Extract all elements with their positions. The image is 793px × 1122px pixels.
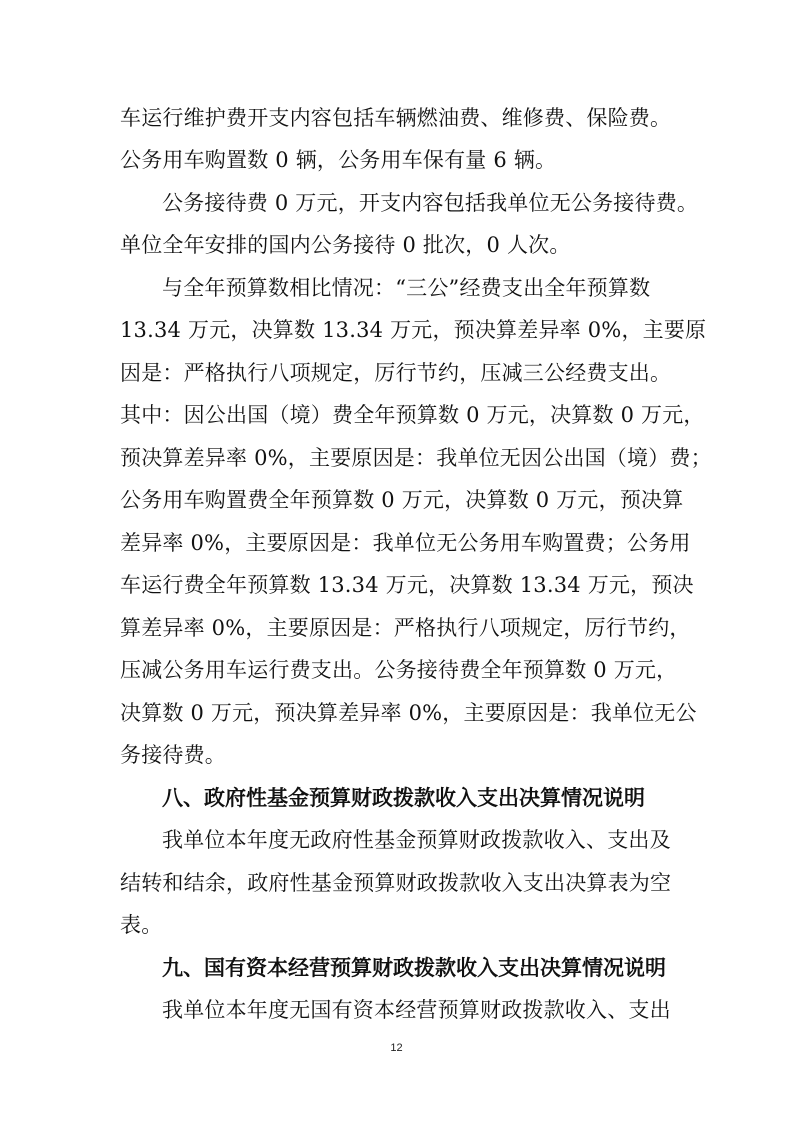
body-text-line: 预决算差异率 0%，主要原因是：我单位无因公出国（境）费；	[120, 446, 712, 470]
body-text-line: 公务用车购置数 0 辆，公务用车保有量 6 辆。	[120, 148, 557, 172]
body-text-line: 务接待费。	[120, 743, 226, 767]
body-text-line: 因是：严格执行八项规定，厉行节约，压减三公经费支出。	[120, 361, 672, 385]
body-text-line: 公务接待费 0 万元，开支内容包括我单位无公务接待费。	[162, 191, 699, 215]
body-text-line: 13.34 万元，决算数 13.34 万元，预决算差异率 0%，主要原	[120, 318, 707, 342]
body-text-line: 车运行维护费开支内容包括车辆燃油费、维修费、保险费。	[120, 106, 672, 130]
body-text-line: 单位全年安排的国内公务接待 0 批次，0 人次。	[120, 233, 571, 257]
body-text-line: 与全年预算数相比情况：“三公”经费支出全年预算数	[162, 276, 651, 300]
body-text-line: 其中：因公出国（境）费全年预算数 0 万元，决算数 0 万元，	[120, 403, 705, 427]
body-text-line: 我单位本年度无国有资本经营预算财政拨款收入、支出	[162, 998, 671, 1022]
body-text-line: 压减公务用车运行费支出。公务接待费全年预算数 0 万元，	[120, 658, 678, 682]
section-heading-8: 八、政府性基金预算财政拨款收入支出决算情况说明	[162, 786, 645, 810]
body-text-line: 车运行费全年预算数 13.34 万元，决算数 13.34 万元，预决	[120, 573, 694, 597]
page-number: 12	[390, 1042, 403, 1054]
body-text-line: 差异率 0%，主要原因是：我单位无公务用车购置费；公务用	[120, 531, 691, 555]
body-text-line: 表。	[120, 913, 163, 937]
body-text-line: 决算数 0 万元，预决算差异率 0%，主要原因是：我单位无公	[120, 701, 697, 725]
body-text-line: 公务用车购置费全年预算数 0 万元，决算数 0 万元，预决算	[120, 488, 684, 512]
section-heading-9: 九、国有资本经营预算财政拨款收入支出决算情况说明	[162, 956, 666, 980]
body-text-line: 结转和结余，政府性基金预算财政拨款收入支出决算表为空	[120, 871, 672, 895]
body-text-line: 我单位本年度无政府性基金预算财政拨款收入、支出及	[162, 828, 671, 852]
body-text-line: 算差异率 0%，主要原因是：严格执行八项规定，厉行节约，	[120, 616, 691, 640]
